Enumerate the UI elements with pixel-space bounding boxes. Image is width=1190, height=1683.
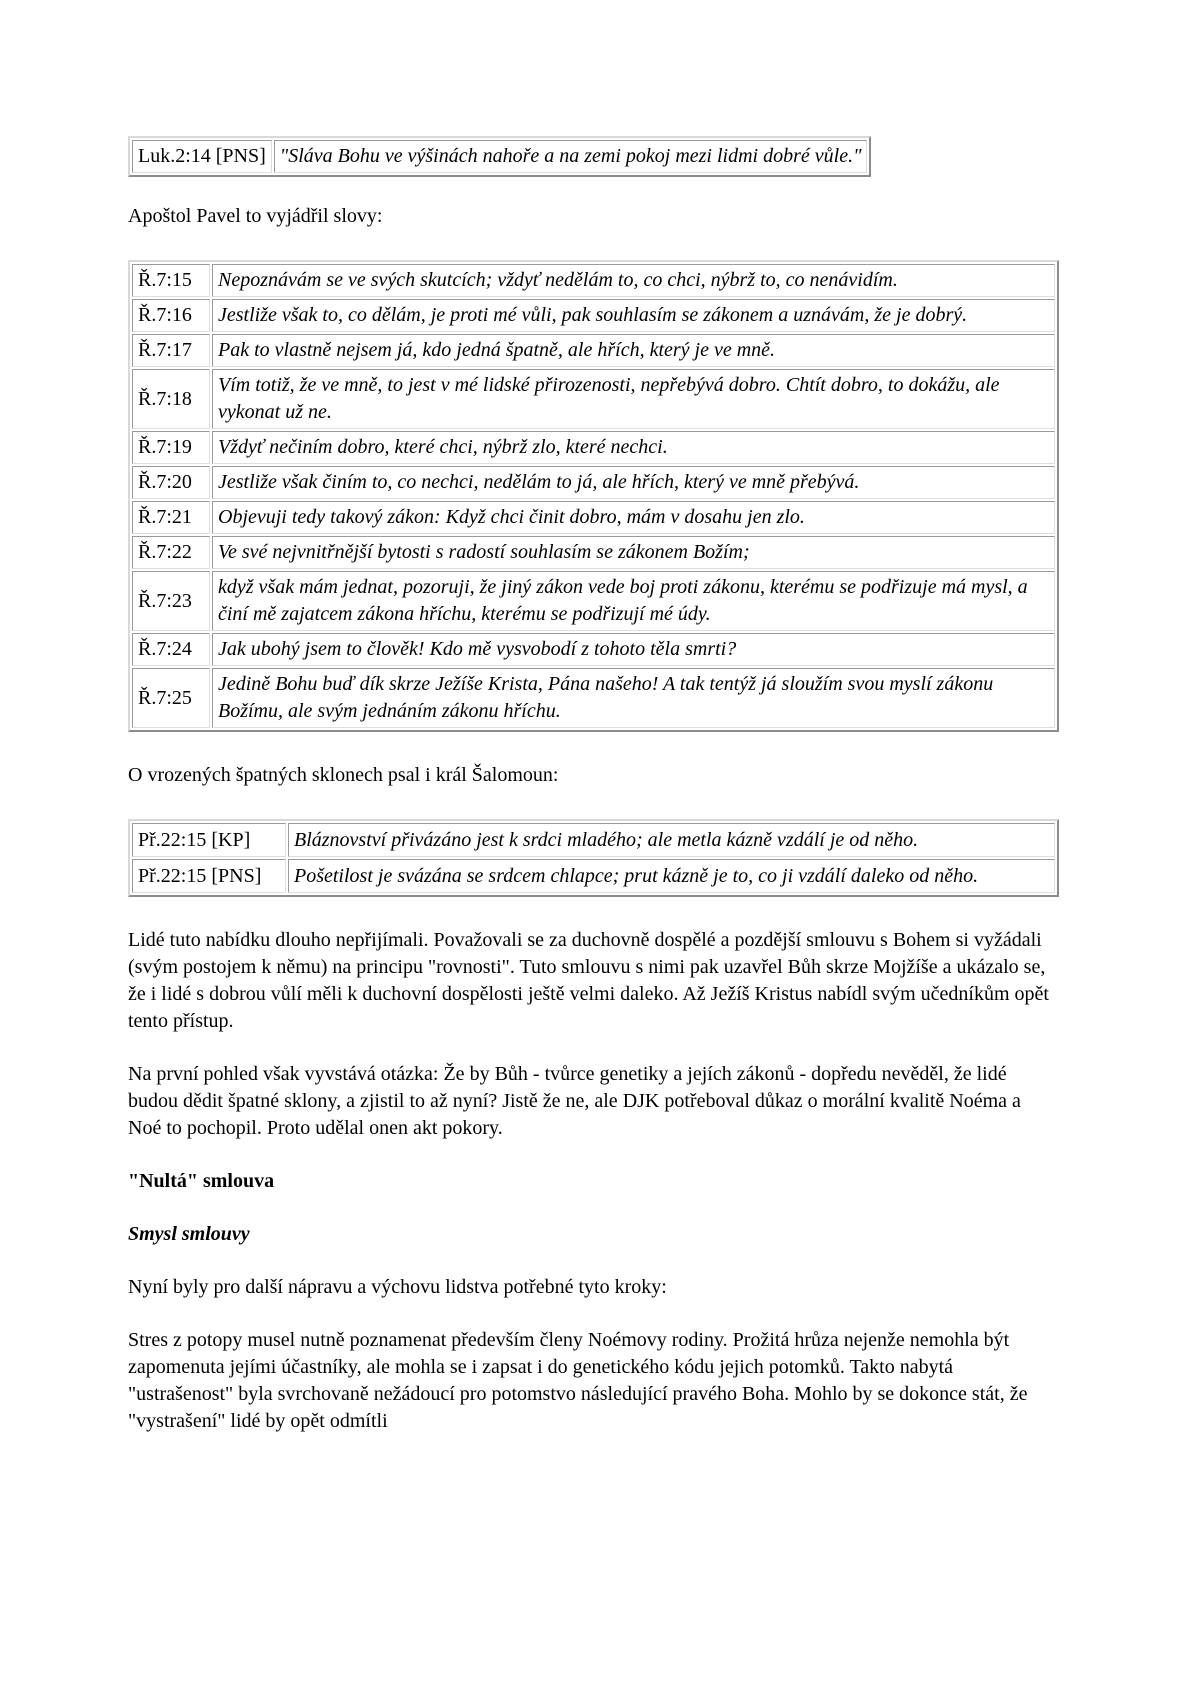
- proverbs-verses-table: [128, 819, 1059, 897]
- table-row: [132, 299, 1055, 332]
- body-paragraph-1: Lidé tuto nabídku dlouho nepřijímali. Považovali se za duchovně dospělé a pozdější smlouvu s Bohem si vyžádali (svým postojem k němu) na principu "rovnosti". Tuto smlouvu s nimi pak uzavřel Bůh skrze Mojžíše a ukázalo se, že i lidé s dobrou vůlí měli k duchovní dospělosti ještě velmi daleko. Až Ježíš Kristus nabídl svým učedníkům opět tento přístup.: [128, 929, 1049, 1032]
- verse-text: když však mám jednat, pozoruji, že jiný zákon vede boj proti zákonu, kterému se podřizuje má mysl, a činí mě zajatcem zákona hříchu, kterému se podřizují mé údy.: [212, 571, 1055, 631]
- verse-text: Vím totiž, že ve mně, to jest v mé lidské přirozenosti, nepřebývá dobro. Chtít dobro, to dokážu, ale vykonat už ne.: [212, 369, 1055, 429]
- apostol-intro-paragraph: Apoštol Pavel to vyjádřil slovy:: [128, 205, 383, 227]
- verse-ref: Ř.7:23: [132, 571, 210, 631]
- verse-text: Pak to vlastně nejsem já, kdo jedná špatně, ale hřích, který je ve mně.: [212, 334, 1055, 367]
- romans-verses-table: [128, 260, 1059, 732]
- table-row: [132, 140, 867, 173]
- verse-text: "Sláva Bohu ve výšinách nahoře a na zemi pokoj mezi lidmi dobré vůle.": [274, 140, 868, 173]
- table-row: [132, 334, 1055, 367]
- luke-quote-table: [128, 136, 871, 177]
- table-row: [132, 264, 1055, 297]
- table-row: [132, 859, 1055, 893]
- verse-text: Jak ubohý jsem to člověk! Kdo mě vysvobodí z tohoto těla smrti?: [212, 633, 1055, 666]
- table-row: [132, 823, 1055, 857]
- verse-ref: Ř.7:24: [132, 633, 210, 666]
- table-row: [132, 369, 1055, 429]
- verse-ref: Ř.7:15: [132, 264, 210, 297]
- solomon-intro-paragraph: O vrozených špatných sklonech psal i král Šalomoun:: [128, 764, 559, 786]
- verse-ref: Př.22:15 [PNS]: [132, 859, 286, 893]
- body-paragraph-4: Stres z potopy musel nutně poznamenat především členy Noémovy rodiny. Prožitá hrůza nejenže nemohla být zapomenuta jejími účastníky, ale mohla se i zapsat i do genetického kódu jejich potomků. Takto nabytá "ustrašenost" byla svrchovaně nežádoucí pro potomstvo následující pravého Boha. Mohlo by se dokonce stát, že "vystrašení" lidé by opět odmítli: [128, 1329, 1028, 1432]
- body-paragraph-3: Nyní byly pro další nápravu a výchovu lidstva potřebné tyto kroky:: [128, 1276, 667, 1298]
- table-row: [132, 466, 1055, 499]
- verse-text: Vždyť nečiním dobro, které chci, nýbrž zlo, které nechci.: [212, 431, 1055, 464]
- verse-ref: Ř.7:19: [132, 431, 210, 464]
- verse-text: Pošetilost je svázána se srdcem chlapce; prut kázně je to, co ji vzdálí daleko od něho.: [288, 859, 1055, 893]
- verse-text: Jestliže však činím to, co nechci, nedělám to já, ale hřích, který ve mně přebývá.: [212, 466, 1055, 499]
- verse-text: Ve své nejvnitřnější bytosti s radostí souhlasím se zákonem Božím;: [212, 536, 1055, 569]
- verse-text: Jedině Bohu buď dík skrze Ježíše Krista, Pána našeho! A tak tentýž já sloužím svou myslí zákonu Božímu, ale svým jednáním zákonu hříchu.: [212, 668, 1055, 728]
- verse-ref: Ř.7:18: [132, 369, 210, 429]
- body-paragraph-2: Na první pohled však vyvstává otázka: Že by Bůh - tvůrce genetiky a jejích zákonů - dopředu nevěděl, že lidé budou dědit špatné sklony, a zjistil to až nyní? Jistě že ne, ale DJK potřeboval důkaz o morální kvalitě Noéma a Noé to pochopil. Proto udělal onen akt pokory.: [128, 1063, 1021, 1139]
- verse-ref: Př.22:15 [KP]: [132, 823, 286, 857]
- verse-text: Nepoznávám se ve svých skutcích; vždyť nedělám to, co chci, nýbrž to, co nenávidím.: [212, 264, 1055, 297]
- verse-ref: Ř.7:25: [132, 668, 210, 728]
- table-row: [132, 536, 1055, 569]
- verse-ref: Luk.2:14 [PNS]: [132, 140, 272, 173]
- table-row: [132, 501, 1055, 534]
- verse-ref: Ř.7:20: [132, 466, 210, 499]
- subsection-heading-smysl-smlouvy: Smysl smlouvy: [128, 1223, 250, 1245]
- verse-text: Bláznovství přivázáno jest k srdci mladého; ale metla kázně vzdálí je od něho.: [288, 823, 1055, 857]
- verse-ref: Ř.7:21: [132, 501, 210, 534]
- table-row: [132, 633, 1055, 666]
- table-row: [132, 571, 1055, 631]
- table-row: [132, 668, 1055, 728]
- verse-ref: Ř.7:16: [132, 299, 210, 332]
- verse-text: Jestliže však to, co dělám, je proti mé vůli, pak souhlasím se zákonem a uznávám, že je dobrý.: [212, 299, 1055, 332]
- verse-ref: Ř.7:22: [132, 536, 210, 569]
- document-page: [128, 0, 1059, 1435]
- verse-ref: Ř.7:17: [132, 334, 210, 367]
- verse-text: Objevuji tedy takový zákon: Když chci činit dobro, mám v dosahu jen zlo.: [212, 501, 1055, 534]
- table-row: [132, 431, 1055, 464]
- section-heading-nulta-smlouva: "Nultá" smlouva: [128, 1170, 275, 1192]
